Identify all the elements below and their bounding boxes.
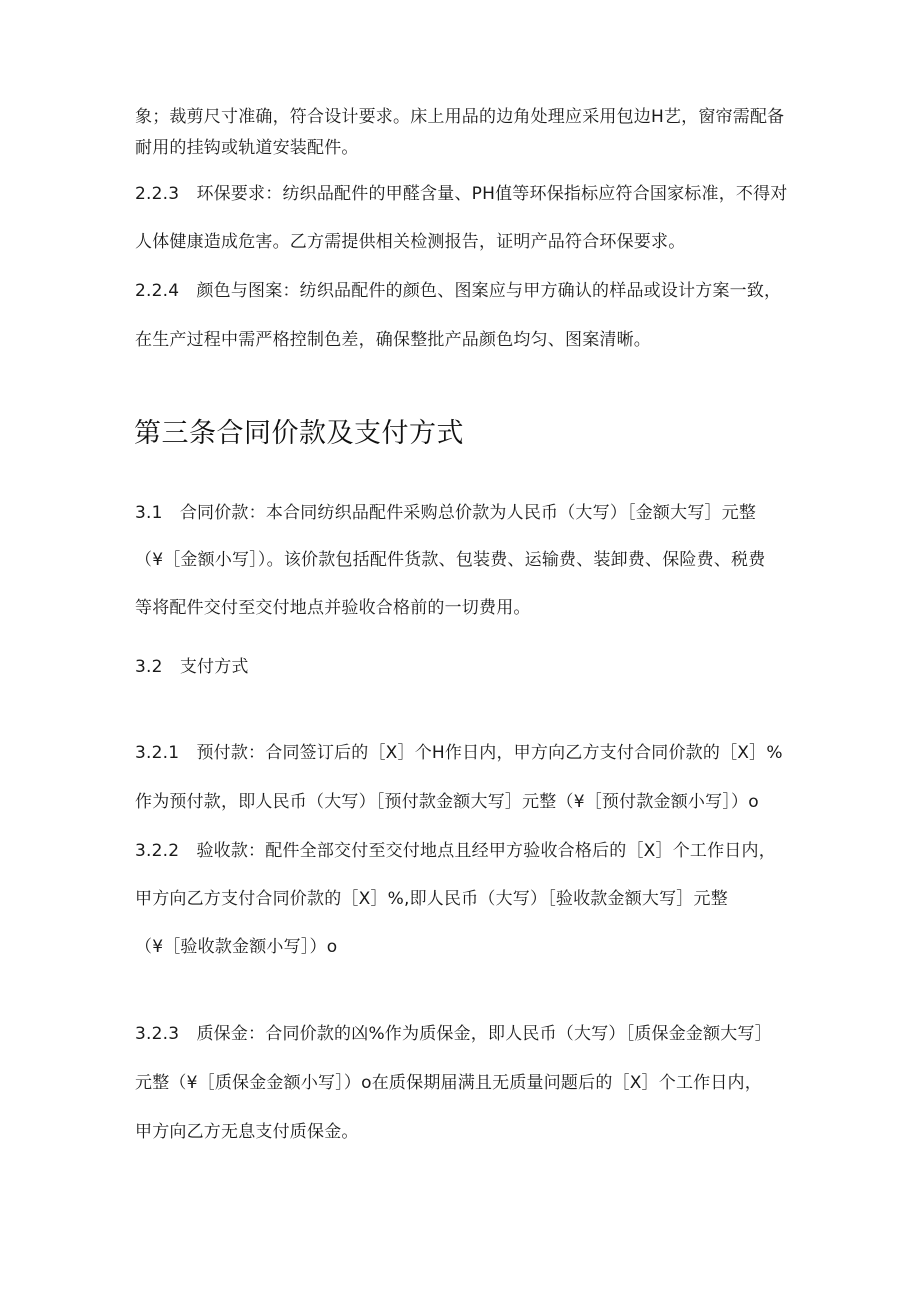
- clause-3-2-3: 3.2.3 质保金：合同价款的凶%作为质保金，即人民币（大写）［质保金金额大写］: [135, 1024, 772, 1044]
- clause-3-1: 3.1 合同价款：本合同纺织品配件采购总价款为人民币（大写）［金额大写］元整: [135, 503, 757, 523]
- body-line-17: 元整（¥［质保金金额小写］）o在质保期届满且无质量问题后的［X］个工作日内，: [135, 1073, 762, 1093]
- clause-3-2-1: 3.2.1 预付款：合同签订后的［X］个H作日内，甲方向乙方支付合同价款的［X］%: [135, 743, 783, 763]
- clause-2-2-4: 2.2.4 颜色与图案：纺织品配件的颜色、图案应与甲方确认的样品或设计方案一致，: [135, 281, 782, 301]
- body-line-1: 象；裁剪尺寸准确，符合设计要求。床上用品的边角处理应采用包边H艺，窗帘需配备: [135, 107, 785, 127]
- body-line-12: 作为预付款，即人民币（大写）［预付款金额大写］元整（¥［预付款金额小写］）o: [135, 792, 759, 812]
- clause-3-2: 3.2 支付方式: [135, 657, 249, 677]
- body-line-14: 甲方向乙方支付合同价款的［X］%,即人民币（大写）［验收款金额大写］元整: [135, 889, 728, 909]
- body-line-8: （¥［金额小写］）。该价款包括配件货款、包装费、运输费、装卸费、保险费、税费: [135, 550, 766, 570]
- clause-3-2-2: 3.2.2 验收款：配件全部交付至交付地点且经甲方验收合格后的［X］个工作日内，: [135, 841, 776, 861]
- clause-2-2-3: 2.2.3 环保要求：纺织品配件的甲醛含量、PH值等环保指标应符合国家标准，不得对: [135, 184, 788, 204]
- body-line-6: 在生产过程中需严格控制色差，确保整批产品颜色均匀、图案清晰。: [135, 330, 651, 350]
- section-heading: 第三条合同价款及支付方式: [134, 418, 464, 449]
- body-line-4: 人体健康造成危害。乙方需提供相关检测报告，证明产品符合环保要求。: [135, 232, 686, 252]
- body-line-18: 甲方向乙方无息支付质保金。: [135, 1122, 359, 1142]
- body-line-9: 等将配件交付至交付地点并验收合格前的一切费用。: [135, 598, 531, 618]
- body-line-2: 耐用的挂钩或轨道安装配件。: [135, 138, 359, 158]
- body-line-15: （¥［验收款金额小写］）o: [135, 937, 338, 957]
